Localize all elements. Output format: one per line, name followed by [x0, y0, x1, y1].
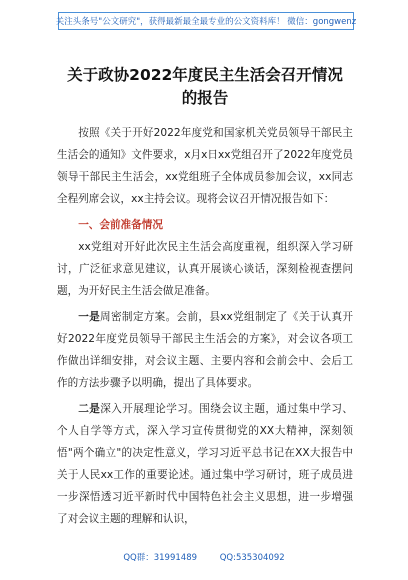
footer-qq: QQ:535304092 [219, 553, 285, 563]
item1-text: 周密制定方案。会前，县xx党组制定了《关于认真开好2022年度党员领导干部民主生活会的方案》，对会议各项工作做出详细安排，对会议主题、主要内容和会前会中、会后工作的方法步骤予以明确，提出了具体要求。 [57, 311, 353, 389]
item2-lead: 二是 [78, 403, 101, 415]
intro-paragraph: 按照《关于开好2022年度党和国家机关党员领导干部民主生活会的通知》文件要求，x月x日xx党组召开了2022年度党员领导干部民主生活会，xx党组班子全体成员参加会议，xx同志全程列席会议，xx主持会议。现将会议召开情况报告如下： [57, 127, 353, 205]
document-title-line2: 的报告 [181, 89, 229, 107]
footer-qq-group: QQ群：31991489 [123, 553, 198, 563]
banner-text: 关注头条号"公文研究"，获得最新最全最专业的公文资料库！ 微信：gongwenz [55, 17, 357, 27]
item1-lead: 一是 [78, 311, 101, 323]
section1-paragraph: xx党组对开好此次民主生活会高度重视，组织深入学习研讨，广泛征求意见建议，认真开展谈心谈话，深刻检视查摆问题，为开好民主生活会做足准备。 [57, 241, 353, 297]
section1-heading: 一、会前准备情况 [78, 219, 163, 231]
item2-text: 深入开展理论学习。围绕会议主题，通过集中学习、个人自学等方式，深入学习宣传贯彻党的XX大精神，深刻领悟"两个确立"的决定性意义，学习习近平总书记在XX大报告中关于人民xx工作的重要论述。通过集中学习研讨，班子成员进一步深悟透习近平新时代中国特色社会主义思想，进一步增强了对会议主题的理解和认识， [57, 403, 354, 525]
footer [0, 551, 408, 563]
document-body [57, 64, 353, 530]
item1-paragraph [57, 306, 353, 394]
top-banner [55, 12, 357, 30]
document-title-line1: 关于政协2022年度民主生活会召开情况 [67, 66, 343, 84]
item2-paragraph [57, 398, 353, 530]
